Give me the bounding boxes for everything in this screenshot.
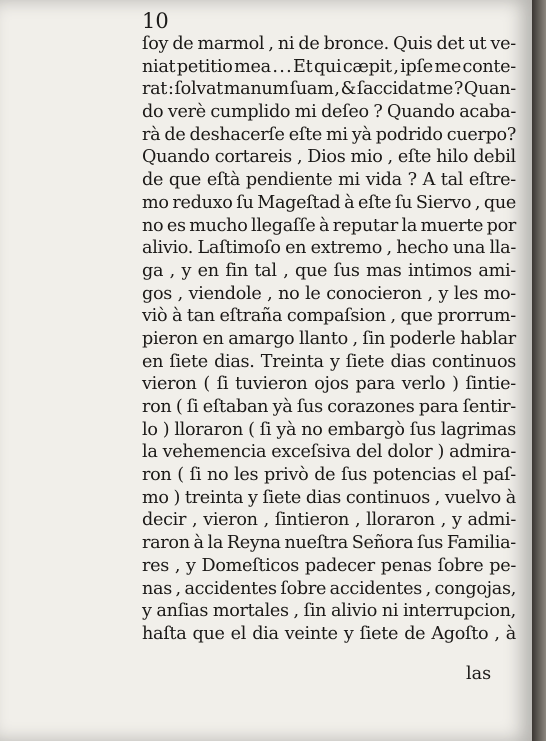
text-line: do verè cumplido mi deſeo ? Quando acaba- xyxy=(142,102,516,123)
text-line: en ſiete dias. Treinta y ſiete dias continuos xyxy=(142,351,516,372)
text-line: Quando cortareis , Dios mio , eſte hilo debil xyxy=(142,147,516,168)
text-line: ga , y en fin tal , que ſus mas intimos ami- xyxy=(142,260,516,281)
text-line: nas , accidentes ſobre accidentes , congojas, xyxy=(142,578,516,599)
text-line: no es mucho llegaſſe à reputar la muerte por xyxy=(142,215,516,236)
text-line: rat : ſolvat manum ſuam , & ſaccidat me ? Quan- xyxy=(142,79,516,100)
text-line: pieron en amargo llanto , ſin poderle hablar xyxy=(142,328,516,349)
text-line: res , y Domeſticos padecer penas ſobre pe- xyxy=(142,555,516,576)
catchword: las xyxy=(466,664,492,684)
text-line: haſta que el dia veinte y ſiete de Agoſto , à xyxy=(142,623,516,644)
text-line: raron à la Reyna nueſtra Señora ſus Familia- xyxy=(142,533,516,554)
text-line: niat petitio mea . . . Et qui cæpit , ipſe me conte- xyxy=(142,56,516,77)
text-line: la vehemencia exceſsiva del dolor ) admira- xyxy=(142,442,516,463)
text-line: lo ) lloraron ( ſi yà no embargò ſus lagrimas xyxy=(142,419,516,440)
text-line: y anſias mortales , ſin alivio ni interrupcion, xyxy=(142,601,516,622)
text-line: ſoy de marmol , ni de bronce. Quis det ut ve- xyxy=(142,34,516,54)
text-line: vieron ( ſi tuvieron ojos para verlo ) ſintie- xyxy=(142,374,516,395)
text-line: gos , viendole , no le conocieron , y les mo- xyxy=(142,283,516,304)
text-line: ron ( ſi no les privò de ſus potencias el paſ- xyxy=(142,465,516,486)
text-line: rà de deshacerſe eſte mi yà podrido cuerpo? xyxy=(142,124,516,145)
body-text xyxy=(142,33,516,646)
text-line: alivio. Laſtimoſo en extremo , hecho una lla- xyxy=(142,238,516,259)
text-line: de que eſtà pendiente mi vida ? A tal eſtre- xyxy=(142,170,516,191)
text-line: mo reduxo ſu Mageſtad à eſte ſu Siervo , que xyxy=(142,192,516,213)
book-gutter-edge xyxy=(532,0,546,741)
text-line: viò à tan eſtraña compaſsion , que prorrum- xyxy=(142,306,516,327)
text-line: decir , vieron , ſintieron , lloraron , y admi- xyxy=(142,510,516,531)
text-line: ron ( ſi eſtaban yà ſus corazones para ſentir- xyxy=(142,397,516,417)
page-number: 10 xyxy=(142,9,169,33)
text-line: mo ) treinta y ſiete dias continuos , vuelvo à xyxy=(142,487,516,508)
